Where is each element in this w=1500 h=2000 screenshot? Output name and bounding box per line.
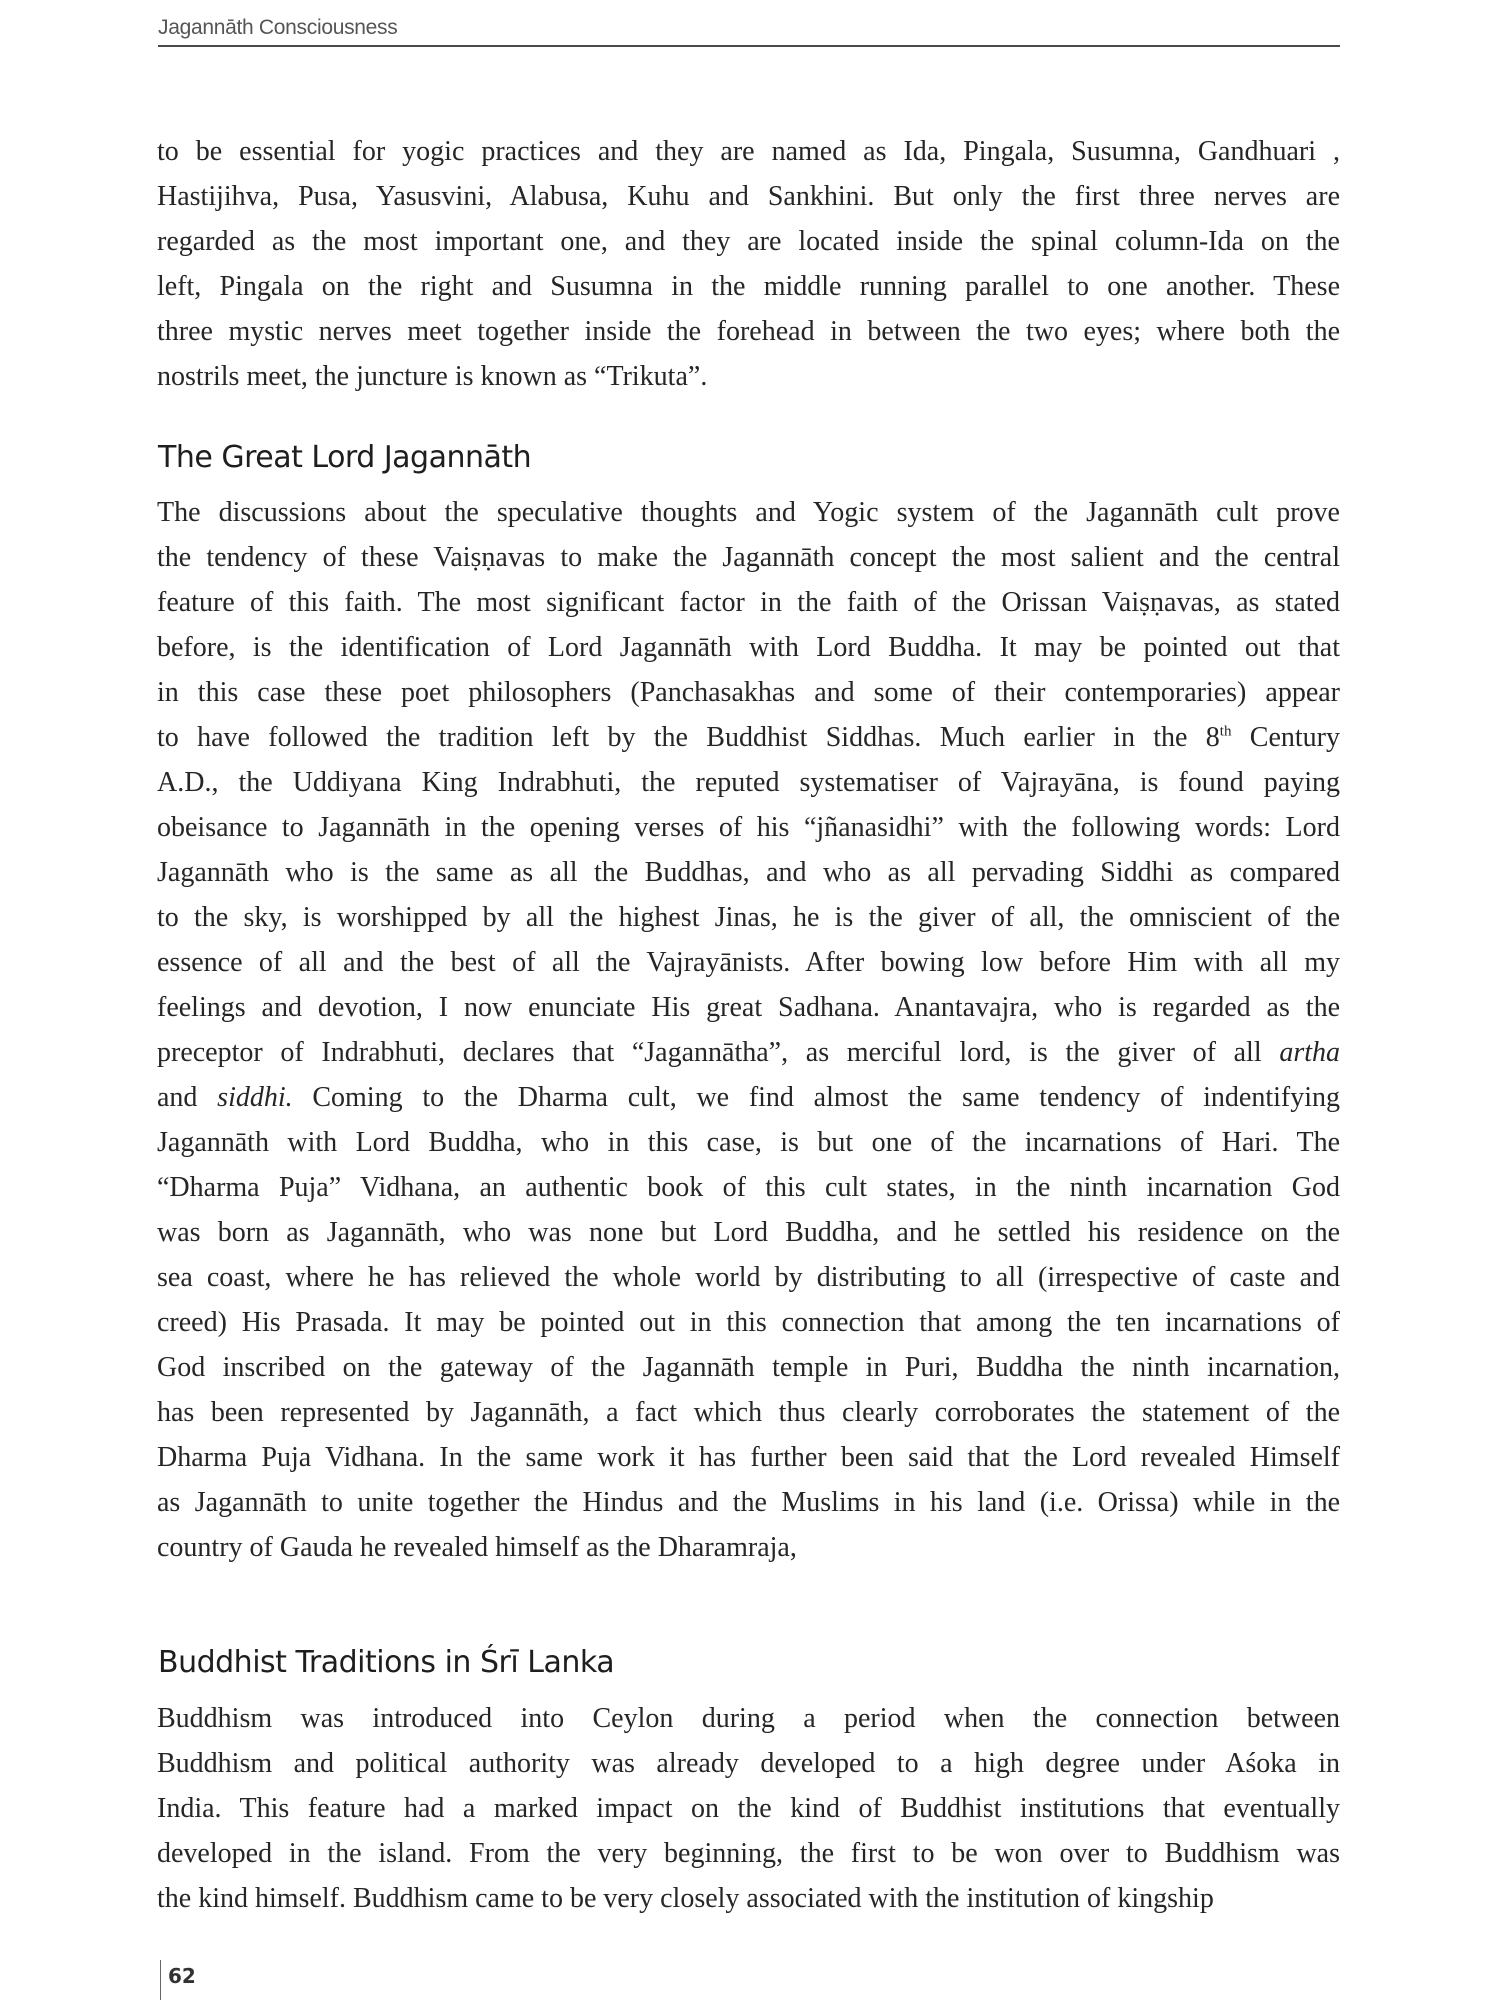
- text-line: [157, 715, 1340, 760]
- text-line: nostrils meet, the juncture is known as “Trikuta”.: [157, 361, 708, 392]
- text-line: “Dharma Puja” Vidhana, an authentic book of this cult states, in the ninth incarnation God: [157, 1172, 1340, 1203]
- text-line: in this case these poet philosophers (Panchasakhas and some of their contemporaries) appear: [157, 677, 1340, 708]
- text-line: The discussions about the speculative thoughts and Yogic system of the Jagannāth cult prove: [157, 497, 1340, 528]
- italic-term: siddhi.: [217, 1082, 293, 1113]
- text-line: obeisance to Jagannāth in the opening verses of his “jñanasidhi” with the following words: Lord: [157, 812, 1340, 843]
- text-line: India. This feature had a marked impact on the kind of Buddhist institutions that eventually: [157, 1793, 1340, 1824]
- text-line: sea coast, where he has relieved the whole world by distributing to all (irrespective of caste and: [157, 1262, 1340, 1293]
- paragraph-great-lord-jagannath: [157, 490, 1340, 1570]
- text-line: as Jagannāth to unite together the Hindus and the Muslims in his land (i.e. Orissa) while in the: [157, 1487, 1340, 1518]
- paragraph-buddhist-traditions: [157, 1696, 1340, 1921]
- text-line: before, is the identification of Lord Jagannāth with Lord Buddha. It may be pointed out that: [157, 632, 1340, 663]
- text-line: Buddhism and political authority was already developed to a high degree under Aśoka in: [157, 1748, 1340, 1779]
- text-segment: preceptor of Indrabhuti, declares that “Jagannātha”, as merciful lord, is the giver of all: [157, 1037, 1280, 1068]
- text-line: feature of this faith. The most significant factor in the faith of the Orissan Vaiṣṇavas, as stated: [157, 587, 1340, 618]
- text-line: essence of all and the best of all the Vajrayānists. After bowing low before Him with all my: [157, 947, 1340, 978]
- text-line: [157, 1075, 1340, 1120]
- text-line: three mystic nerves meet together inside the forehead in between the two eyes; where both the: [157, 316, 1340, 347]
- text-segment: Century: [1231, 722, 1340, 753]
- text-line: [157, 1030, 1340, 1075]
- text-line: feelings and devotion, I now enunciate His great Sadhana. Anantavajra, who is regarded as the: [157, 992, 1340, 1023]
- header-rule: [158, 45, 1340, 47]
- text-line: creed) His Prasada. It may be pointed out in this connection that among the ten incarnations of: [157, 1307, 1340, 1338]
- text-line: Jagannāth with Lord Buddha, who in this case, is but one of the incarnations of Hari. The: [157, 1127, 1340, 1158]
- italic-term: artha: [1279, 1037, 1340, 1068]
- paragraph-intro: [157, 129, 1340, 399]
- text-line: Hastijihva, Pusa, Yasusvini, Alabusa, Kuhu and Sankhini. But only the first three nerves are: [157, 181, 1340, 212]
- text-segment: to have followed the tradition left by the Buddhist Siddhas. Much earlier in the 8: [157, 722, 1220, 753]
- text-line: Buddhism was introduced into Ceylon during a period when the connection between: [157, 1703, 1340, 1734]
- text-line: Jagannāth who is the same as all the Buddhas, and who as all pervading Siddhi as compared: [157, 857, 1340, 888]
- text-line: has been represented by Jagannāth, a fact which thus clearly corroborates the statement of the: [157, 1397, 1340, 1428]
- text-line: the tendency of these Vaiṣṇavas to make the Jagannāth concept the most salient and the central: [157, 542, 1340, 573]
- folio-bar: [160, 1960, 161, 2000]
- text-line: the kind himself. Buddhism came to be very closely associated with the institution of kingship: [157, 1883, 1214, 1914]
- ordinal-superscript: th: [1219, 723, 1232, 740]
- text-segment: Coming to the Dharma cult, we find almost the same tendency of indentifying: [292, 1082, 1340, 1113]
- text-line: A.D., the Uddiyana King Indrabhuti, the reputed systematiser of Vajrayāna, is found paying: [157, 767, 1340, 798]
- text-line: country of Gauda he revealed himself as the Dharamraja,: [157, 1532, 797, 1563]
- text-line: to the sky, is worshipped by all the highest Jinas, he is the giver of all, the omniscient of the: [157, 902, 1340, 933]
- running-head-title: Jagannāth Consciousness: [158, 16, 398, 39]
- text-segment: and: [157, 1082, 218, 1113]
- text-line: was born as Jagannāth, who was none but Lord Buddha, and he settled his residence on the: [157, 1217, 1340, 1248]
- text-line: God inscribed on the gateway of the Jagannāth temple in Puri, Buddha the ninth incarnation,: [157, 1352, 1340, 1383]
- text-line: to be essential for yogic practices and they are named as Ida, Pingala, Susumna, Gandhuari ,: [157, 136, 1340, 167]
- text-line: left, Pingala on the right and Susumna in the middle running parallel to one another. These: [157, 271, 1340, 302]
- text-line: developed in the island. From the very beginning, the first to be won over to Buddhism was: [157, 1838, 1340, 1869]
- text-line: regarded as the most important one, and they are located inside the spinal column-Ida on the: [157, 226, 1340, 257]
- section-heading-buddhist-traditions-sri-lanka: Buddhist Traditions in Śrī Lanka: [158, 1645, 615, 1680]
- page-number: 62: [168, 1964, 196, 1988]
- section-heading-great-lord-jagannath: The Great Lord Jagannāth: [158, 440, 532, 475]
- text-line: Dharma Puja Vidhana. In the same work it has further been said that the Lord revealed Himself: [157, 1442, 1340, 1473]
